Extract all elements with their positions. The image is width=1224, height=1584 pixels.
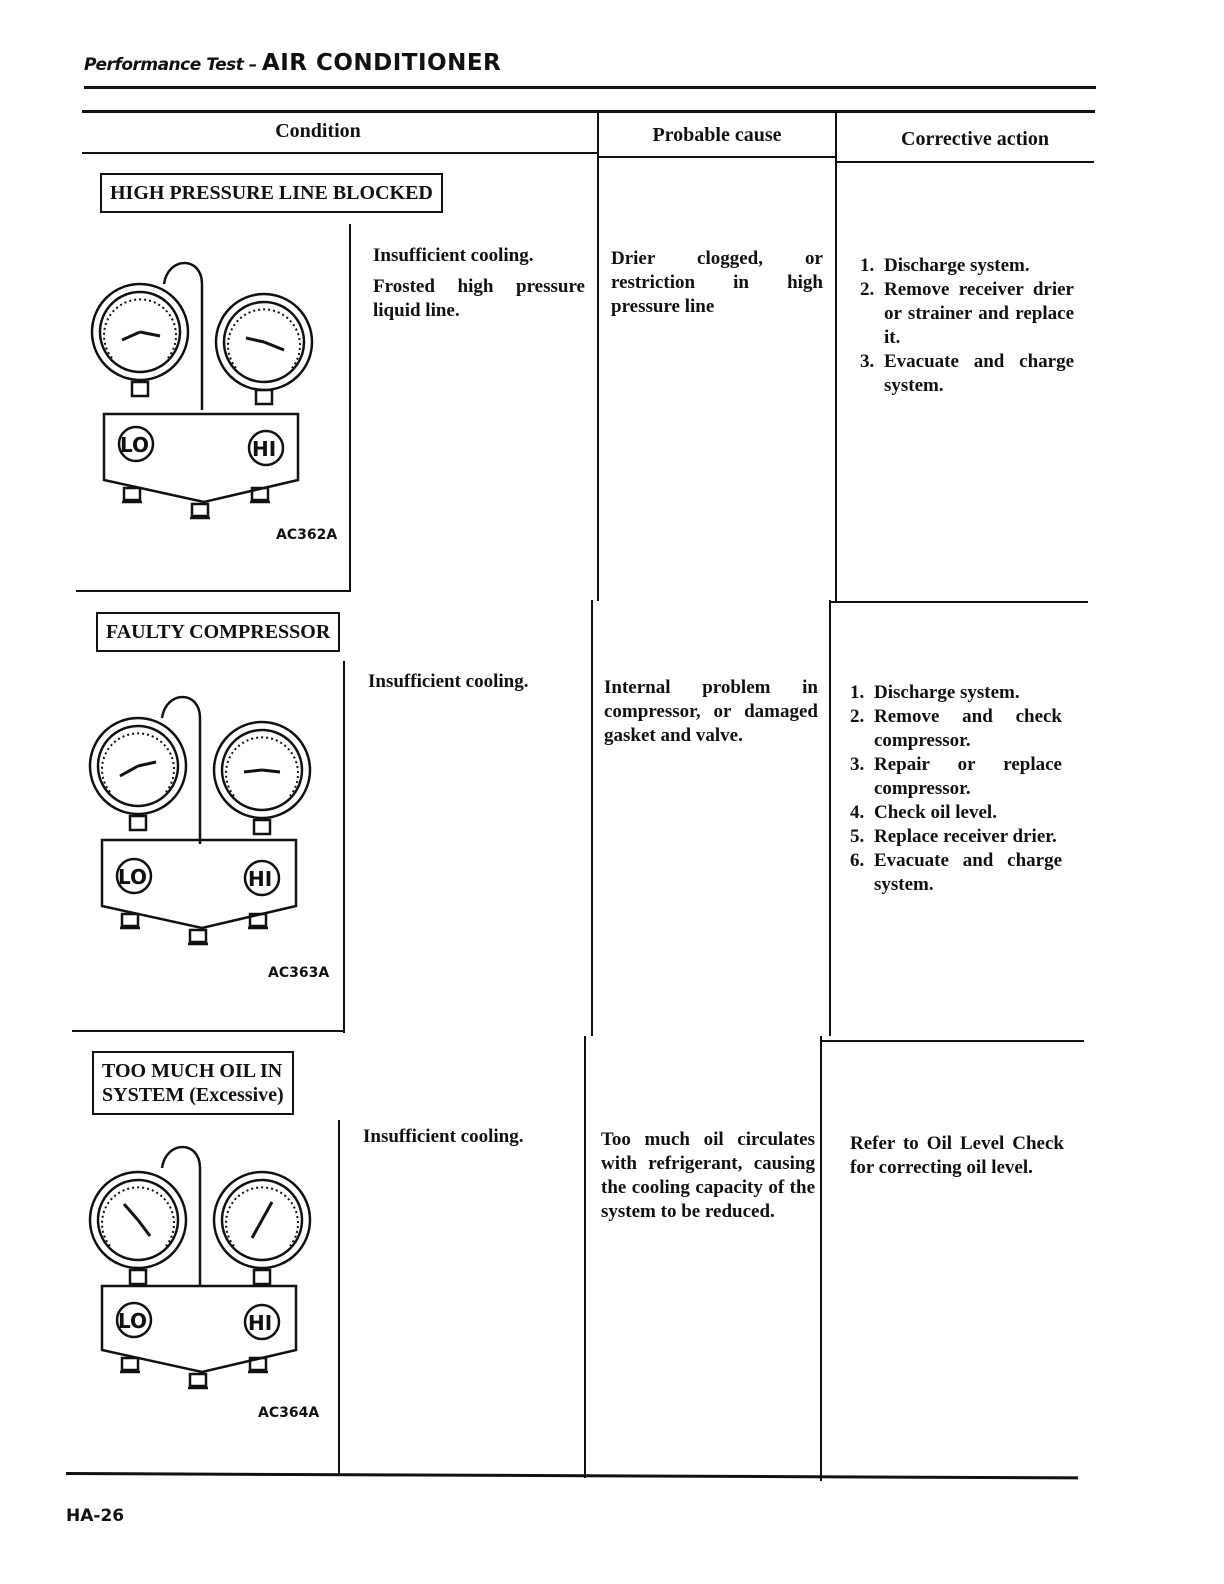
page-header <box>84 50 1096 84</box>
figure-divider <box>349 224 351 592</box>
figure-code: AC362A <box>276 527 338 543</box>
figure-code: AC364A <box>258 1405 320 1421</box>
table-top-rule <box>82 110 1095 113</box>
manifold-gauge-icon <box>82 688 322 998</box>
col-divider-cause <box>591 600 593 1036</box>
list-item: 2. Remove receiver drier or strainer and replace it. <box>860 279 1074 348</box>
condition-title-line: TOO MUCH OIL IN <box>102 1060 283 1082</box>
condition-title: FAULTY COMPRESSOR <box>96 612 340 652</box>
condition-title: HIGH PRESSURE LINE BLOCKED <box>100 173 443 213</box>
lo-label: LO <box>118 1309 148 1333</box>
lo-label: LO <box>118 865 148 889</box>
lo-label: LO <box>120 433 150 457</box>
hi-label: HI <box>248 1311 273 1335</box>
col-header-probable-cause: Probable cause <box>652 124 782 146</box>
table-bottom-rule <box>66 1472 1078 1479</box>
row-separator <box>76 590 350 592</box>
header-title: AIR CONDITIONER <box>261 50 502 76</box>
row-separator <box>822 1040 1084 1042</box>
probable-cause-text: Internal problem in compressor, or damaged gasket and valve. <box>604 677 818 746</box>
list-item: 2. Remove and check compressor. <box>850 706 1062 751</box>
symptom: Insufficient cooling. <box>368 671 529 692</box>
col-divider-action <box>820 1036 822 1481</box>
row-separator <box>830 601 1088 603</box>
list-item: 6. Evacuate and charge system. <box>850 850 1062 895</box>
list-item: 3. Evacuate and charge system. <box>860 351 1074 396</box>
manifold-gauge-icon <box>84 254 324 564</box>
hi-label: HI <box>248 867 273 891</box>
symptom: Frosted high pressure liquid line. <box>373 276 585 321</box>
condition-title <box>92 1051 294 1115</box>
list-item: 1. Discharge system. <box>860 255 1030 276</box>
hi-label: HI <box>252 437 277 461</box>
probable-cause-text: Too much oil circulates with refrigerant, causing the cooling capacity of the system to be reduced. <box>601 1129 815 1222</box>
list-item: 3. Repair or replace compressor. <box>850 754 1062 799</box>
corrective-action-text: Refer to Oil Level Check for correcting oil level. <box>850 1133 1064 1178</box>
figure-divider <box>343 661 345 1033</box>
manifold-gauge-icon <box>82 1138 322 1448</box>
page-number: HA-26 <box>66 1506 125 1526</box>
corrective-action-list <box>860 254 1074 398</box>
condition-title-line: SYSTEM (Excessive) <box>102 1084 284 1106</box>
symptom: Insufficient cooling. <box>363 1126 524 1147</box>
col-divider-cause <box>584 1036 586 1478</box>
header-prefix: Performance Test – <box>84 55 257 75</box>
header-underline <box>836 161 1094 163</box>
col-divider-cause <box>597 111 599 601</box>
col-header-corrective-action: Corrective action <box>901 128 1049 150</box>
list-item: 5. Replace receiver drier. <box>850 826 1057 847</box>
col-divider-action <box>835 111 837 601</box>
list-item: 4. Check oil level. <box>850 802 997 823</box>
header-underline <box>598 156 836 158</box>
symptom: Insufficient cooling. <box>373 245 534 266</box>
figure-code: AC363A <box>268 965 330 981</box>
list-item: 1. Discharge system. <box>850 682 1020 703</box>
figure-divider <box>338 1120 340 1476</box>
col-divider-action <box>829 600 831 1036</box>
corrective-action-list <box>850 681 1062 897</box>
col-header-condition: Condition <box>275 120 361 142</box>
header-rule <box>84 86 1096 89</box>
probable-cause-text: Drier clogged, or restriction in high pressure line <box>611 248 823 317</box>
header-underline <box>82 152 598 154</box>
row-separator <box>72 1030 344 1032</box>
